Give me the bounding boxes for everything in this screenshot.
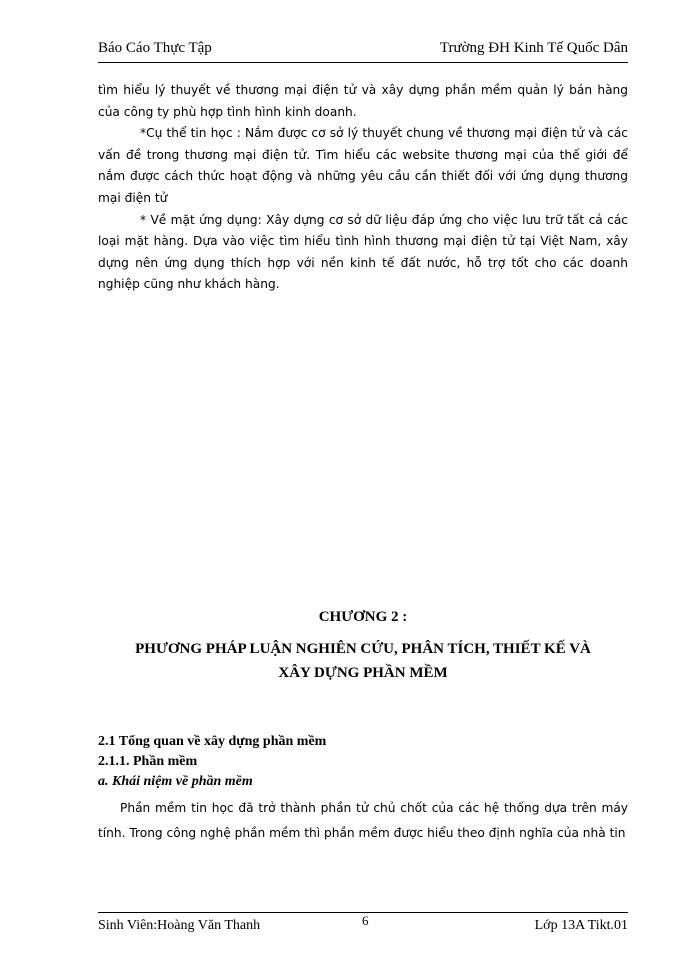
page-header: [98, 38, 628, 63]
chapter-title-line-1: PHƯƠNG PHÁP LUẬN NGHIÊN CỨU, PHÂN TÍCH, THIẾT KẾ VÀ: [135, 641, 591, 657]
paragraph-1: tìm hiểu lý thuyết về thương mại điện tử và xây dựng phần mềm quản lý bán hàng của công ty phù hợp tình hình kinh doanh.: [98, 83, 628, 119]
footer-class: Lớp 13A Tikt.01: [534, 918, 628, 933]
header-university: Trường ĐH Kinh Tế Quốc Dân: [439, 40, 628, 56]
page-number: 6: [362, 913, 369, 928]
footer-student-name: Sinh Viên:Hoàng Văn Thanh: [98, 918, 261, 933]
chapter-heading: [98, 605, 628, 685]
paragraph-3: * Về mặt ứng dụng: Xây dựng cơ sở dữ liệu đáp ứng cho việc lưu trữ tất cả các loại mặt hàng. Dựa vào việc tìm hiểu tình hình thương mại điện tử tại Việt Nam, xây dựng nên ứng dụng thích hợp với nền kinh tế đất nước, hỗ trợ tốt cho các doanh nghiệp cũng như khách hàng.: [98, 212, 628, 292]
header-report-title: Báo Cáo Thực Tập: [98, 40, 212, 56]
chapter-title-line-2: XÂY DỰNG PHẦN MỀM: [278, 665, 448, 681]
chapter-number: CHƯƠNG 2 :: [318, 609, 408, 625]
subsubsection-heading: a. Khái niệm về phần mềm: [98, 774, 253, 789]
section-heading: 2.1 Tổng quan về xây dựng phần mềm: [98, 734, 327, 749]
paragraph-2: *Cụ thể tin học : Nắm được cơ sở lý thuyết chung về thương mại điện tử và các vấn đề trong thương mại điện tử. Tìm hiểu các website thương mại của thế giới để nắm được cách thức hoạt động và những yêu cầu cần thiết đối với ứng dụng thương mại điện tử: [98, 126, 628, 205]
intro-body: [98, 80, 628, 296]
section-2-1: [98, 732, 628, 846]
subsection-heading: 2.1.1. Phần mềm: [98, 754, 198, 769]
section-paragraph: Phần mềm tin học đã trở thành phần tử chủ chốt của các hệ thống dựa trên máy tính. Trong công nghệ phần mềm thì phần mềm được hiểu theo định nghĩa của nhà tin: [98, 801, 628, 840]
page-footer: [98, 912, 628, 939]
